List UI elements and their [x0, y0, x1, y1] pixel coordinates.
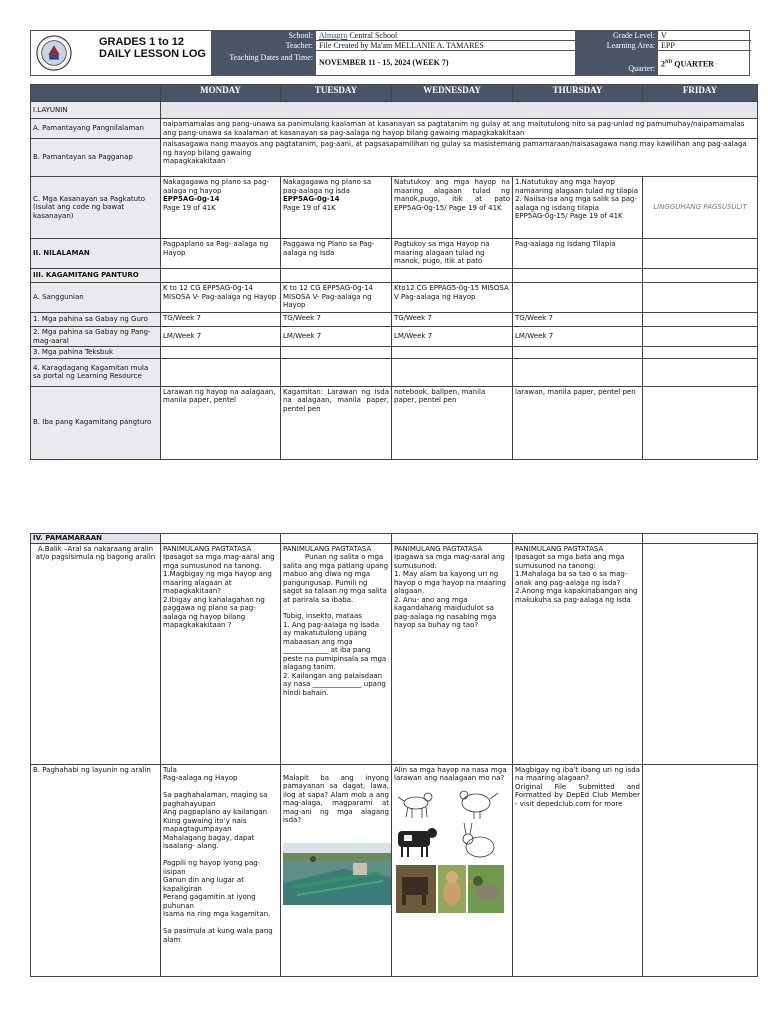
- paghahabi-monday: Tula Pag-aalaga ng Hayop Sa paghahalaman, maging sa paghahayupan Ang pagpaplano ay kailangan Kung gawaing ito’y nais mapagtagumpayan Mahalagang bagay, dapat isaalang- alang. Pagpili ng hayop iyong pag-iisipan Ganun din ang lugar at kapaligiran Perang gagamitin at iyong puhunan Isama na ring mga kagamitan. Sa pasimula at kung wala pang alam: [161, 764, 281, 976]
- paghahabi-friday: [643, 764, 758, 976]
- sanggunian-wednesday: Kto12 CG EPPAG5-0g-15 MISOSA V Pag-aalaga ng Hayop: [392, 283, 513, 313]
- title-line-1: GRADES 1 to 12: [99, 36, 184, 48]
- balik-wed-text: Ipagawa sa mga mag-aaral ang sumusunod: 1. May alam ba kayong uri ng hayop o mga hayop na maaring alagaan. 2. Anu- ano ang mga kagandahang maidudulot sa pag-aalaga ng nasabing mga hayop sa buhay ng tao?: [394, 553, 506, 629]
- title-line-2: DAILY LESSON LOG: [99, 48, 206, 60]
- balik-tue-text1: Punan ng salita o mga salita ang mga patlang upang mabuo ang diwa ng mga pangungusap. Pumili ng sagot sa talaan ng mga salita at parirala sa ibaba.: [283, 553, 389, 604]
- kasanayan-friday: LINGGUHANG PAGSUSULIT: [643, 177, 758, 239]
- sanggunian-friday: [643, 283, 758, 313]
- kasanayan-tue-code: EPP5AG-0g-14: [283, 195, 340, 203]
- sanggunian-label: A. Sanggunian: [31, 283, 161, 313]
- nilalaman-wednesday: Pagtukoy sa mga Hayop na maaring alagaan tulad ng manok, pugo, itik at pato: [392, 239, 513, 269]
- school-value: [316, 31, 576, 41]
- dates-value: NOVEMBER 11 - 15, 2024 (WEEK 7): [319, 58, 449, 67]
- balik-thu-text: Ipasagot sa mga bata ang mga sumusunod na tanong: 1.Mahalaga ba sa tao o sa mag-anak ang pag-aalaga ng isda? 2.Anong mga kapakinabangan ang makukuha sa pag-aalaga ng isda: [515, 553, 638, 604]
- iba-thursday: larawan, manila paper, pentel pen: [513, 386, 643, 459]
- lesson-table-top: [30, 84, 758, 460]
- balik-monday: [161, 543, 281, 764]
- balik-wednesday: [392, 543, 513, 764]
- layunin-spacer: [161, 102, 758, 119]
- row-sanggunian: [31, 283, 758, 313]
- nilalaman-monday: Pagpaplano sa Pag- aalaga ng Hayop: [161, 239, 281, 269]
- balik-wed-heading: PANIMULANG PAGTATASA: [394, 544, 483, 553]
- balik-mon-heading: PANIMULANG PAGTATASA: [163, 544, 252, 553]
- nilalaman-friday: [643, 239, 758, 269]
- pagganap-label: B. Pamantayan sa Pagganap: [31, 139, 161, 177]
- karagdagang-tue: [281, 358, 392, 386]
- meta-right: [575, 31, 751, 75]
- row-nilalaman: [31, 239, 758, 269]
- fish-pond-photo: [283, 843, 391, 905]
- iba-label: B. Iba pang Kagamitang pangturo: [31, 386, 161, 459]
- lesson-table-bottom: [30, 533, 758, 977]
- iba-monday: Larawan ng hayop na aalagaan, manila paper, pentel: [161, 386, 281, 459]
- pamamaraan-mon: [161, 534, 281, 544]
- sanggunian-thursday: [513, 283, 643, 313]
- row-paghahabi: [31, 764, 758, 976]
- kagamitan-fri: [643, 269, 758, 283]
- kagamitan-tue: [281, 269, 392, 283]
- paghahabi-tue-text: Malapit ba ang inyong pamayanan sa dagat, lawa, ilog at sapa? Alam mob a ang mag-alaga, magparami at mag-ani ng mga alagang isda?: [283, 773, 389, 824]
- kagamitan-thu: [513, 269, 643, 283]
- kasanayan-mon-page: Page 19 of 41K: [163, 203, 216, 212]
- day-tuesday: TUESDAY: [281, 85, 392, 102]
- pamamaraan-thu: [513, 534, 643, 544]
- day-friday: FRIDAY: [643, 85, 758, 102]
- area-value: EPP: [658, 41, 751, 51]
- kasanayan-monday: [161, 177, 281, 239]
- document-title: [99, 36, 206, 60]
- nilalaman-thursday: Pag-aalaga ng Isdang Tilapia: [513, 239, 643, 269]
- quarter-rest: QUARTER: [672, 59, 714, 69]
- karagdagang-wed: [392, 358, 513, 386]
- pagganap-text: naisasagawa nang maayos ang pagtatanim, pag-aani, at pagsasapamilihan ng gulay sa masistemang pamamaraan/naisasagawa nang may kawilihan ang pag-aalaga ng hayop bilang gawaing mapagkakakitaan: [161, 139, 758, 177]
- kagamitan-mon: [161, 269, 281, 283]
- balik-mon-text: Ipasagot sa mga mag-aaral ang mga sumusunod na tanong. 1.Magbigay ng mga hayop ang maaring alagaan at mapagkakitaan? 2.Ibigay ang kahalagahan ng paggawa ng plano sa pag-aalaga ng hayop bilang mapagkakakitaan ?: [163, 553, 275, 629]
- dll-header: [30, 30, 750, 76]
- kasanayan-tue-page: Page 19 of 41K: [283, 203, 336, 212]
- teacher-value: File Created by Ma'am MELLANIE A. TAMARES: [316, 41, 576, 51]
- balik-tue-heading: PANIMULANG PAGTATASA: [283, 544, 372, 553]
- teacher-label: Teacher:: [212, 41, 316, 51]
- balik-label: A.Balik –Aral sa nakaraang aralin at/o pagsisimula ng bagong aralin: [31, 543, 161, 764]
- pamantayang-text: naipamamalas ang pang-unawa sa panimulang kaalaman at kasanayan sa pagtatanim ng gulay at ang maitutulong nito sa pag-unlad ng pamumuhay/naipamamalas ang pang-unawa sa kaalaman at kasanayan sa pag-aalaga ng hayop bilang gawaing mapagkakakitaan: [161, 119, 758, 139]
- duck-photo: [468, 865, 504, 913]
- balik-tue-text2: Tubig, insekto, mataas 1. Ang pag-aalaga ng isada ay makatutulong upang mabaasan ang mga _____________ at iba pang peste na pumipinsala sa mga alagang tanim. 2. Kailangan ang palaisdaan ay nasa ______________ upang hindi bahain.: [283, 612, 387, 697]
- gabay-mag-fri: [643, 327, 758, 347]
- paghahabi-thursday: [513, 764, 643, 976]
- gabay-mag-label: 2. Mga pahina sa Gabay ng Pang-mag-aaral: [31, 327, 161, 347]
- kasanayan-thursday: 1.Natutukoy ang mga hayop namaaring alagaan tulad ng tilapia 2. Naiisa-isa ang mga salik sa pag-aalaga ng isdang tilapia EPP5AG-0g-15/ Page 19 of 41K: [513, 177, 643, 239]
- gabay-guro-tue: TG/Week 7: [281, 313, 392, 327]
- paghahabi-tuesday: [281, 764, 392, 976]
- gabay-mag-wed: LM/Week 7: [392, 327, 513, 347]
- row-gabay-guro: [31, 313, 758, 327]
- kagamitan-label: III. KAGAMITANG PANTURO: [31, 269, 161, 283]
- sanggunian-tuesday: K to 12 CG EPP5AG-0g-14 MISOSA V- Pag-aalaga ng Hayop: [281, 283, 392, 313]
- kasanayan-tuesday: [281, 177, 392, 239]
- balik-thu-heading: PANIMULANG PAGTATASA: [515, 544, 604, 553]
- teksbuk-wed: [392, 347, 513, 359]
- pamamaraan-tue: [281, 534, 392, 544]
- teksbuk-tue: [281, 347, 392, 359]
- gabay-mag-tue: LM/Week 7: [281, 327, 392, 347]
- teksbuk-fri: [643, 347, 758, 359]
- corner-cell: [31, 85, 161, 102]
- row-layunin: [31, 102, 758, 119]
- row-pamantayang: [31, 119, 758, 139]
- row-teksbuk: [31, 347, 758, 359]
- kasanayan-mon-code: EPP5AG-0g-14: [163, 195, 220, 203]
- quarter-number: 2: [661, 59, 665, 69]
- grade-label: Grade Level:: [576, 31, 658, 41]
- balik-thursday: [513, 543, 643, 764]
- day-header-row: [31, 85, 758, 102]
- teksbuk-label: 3. Mga pahina Teksbuk: [31, 347, 161, 359]
- row-kasanayan: [31, 177, 758, 239]
- teksbuk-thu: [513, 347, 643, 359]
- gabay-guro-wed: TG/Week 7: [392, 313, 513, 327]
- cat-photo: [438, 865, 466, 913]
- pamantayang-label: A. Pamantayang Pangnilalaman: [31, 119, 161, 139]
- day-thursday: THURSDAY: [513, 85, 643, 102]
- paghahabi-wed-text: Alin sa mga hayop na nasa mga larawan ang naalagaan mo na?: [394, 765, 507, 782]
- kagamitan-wed: [392, 269, 513, 283]
- karagdagang-fri: [643, 358, 758, 386]
- dates-label: Teaching Dates and Time:: [212, 51, 316, 75]
- row-pamamaraan: [31, 534, 758, 544]
- paghahabi-label: B. Paghahabi ng layunin ng aralin: [31, 764, 161, 976]
- sanggunian-monday: K to 12 CG EPP5AG-0g-14 MISOSA V- Pag-aalaga ng Hayop: [161, 283, 281, 313]
- balik-friday: [643, 543, 758, 764]
- gabay-guro-thu: TG/Week 7: [513, 313, 643, 327]
- day-wednesday: WEDNESDAY: [392, 85, 513, 102]
- farm-animals-collage: [394, 785, 506, 915]
- karagdagang-label: 4. Karagdagang Kagamitan mula sa portal ng Learning Resource: [31, 358, 161, 386]
- paghahabi-thu-text: Magbigay ng iba’t ibang uri ng isda na maaring alagaan? Original File Submitted and Formatted by DepEd Club Member - visit depedclub.com for more: [515, 765, 640, 808]
- pamamaraan-wed: [392, 534, 513, 544]
- kasanayan-label: C. Mga Kasanayan sa Pagkatuto (Isulat ang code ng bawat kasanayan): [31, 177, 161, 239]
- deped-seal-logo: [35, 34, 73, 72]
- row-iba-pang: [31, 386, 758, 459]
- quarter-value: [658, 51, 751, 75]
- gabay-guro-mon: TG/Week 7: [161, 313, 281, 327]
- layunin-label: I.LAYUNIN: [31, 102, 161, 119]
- school-label: School:: [212, 31, 316, 41]
- pamamaraan-fri: [643, 534, 758, 544]
- paghahabi-wednesday: [392, 764, 513, 976]
- iba-wednesday: notebook, ballpen, manila paper, pentel pen: [392, 386, 513, 459]
- iba-friday: [643, 386, 758, 459]
- karagdagang-thu: [513, 358, 643, 386]
- balik-tuesday: [281, 543, 392, 764]
- day-monday: MONDAY: [161, 85, 281, 102]
- row-gabay-mag-aaral: [31, 327, 758, 347]
- school-rest: Central School: [347, 31, 398, 40]
- teksbuk-mon: [161, 347, 281, 359]
- grade-value: V: [658, 31, 751, 41]
- nilalaman-tuesday: Paggawa ng Plano sa Pag-aalaga ng Isda: [281, 239, 392, 269]
- gabay-guro-fri: [643, 313, 758, 327]
- meta-left: [211, 31, 576, 75]
- karagdagang-mon: [161, 358, 281, 386]
- area-label: Learning Area:: [576, 41, 658, 51]
- row-pagganap: [31, 139, 758, 177]
- nilalaman-label: II. NILALAMAN: [31, 239, 161, 269]
- kasanayan-wednesday: Natutukoy ang mga hayop na maaring alagaan tulad ng manok,pugo, itik at pato EPP5AG-0g-15/ Page 19 of 41K: [392, 177, 513, 239]
- gabay-guro-label: 1. Mga pahina sa Gabay ng Guro: [31, 313, 161, 327]
- quarter-label: Quarter:: [576, 51, 658, 75]
- iba-tuesday: Kagamitan: Larawan ng isda na aalagaan, manila paper, pentel pen: [281, 386, 392, 459]
- cattle-photo: [396, 865, 436, 913]
- school-link[interactable]: Almagro: [319, 31, 348, 40]
- kasanayan-tue-text: Nakagagawa ng plano sa pag-aalaga ng isda: [283, 178, 372, 195]
- row-karagdagang: [31, 358, 758, 386]
- gabay-mag-thu: LM/Week 7: [513, 327, 643, 347]
- quarter-suffix: ND: [665, 60, 673, 65]
- gabay-mag-mon: LM/Week 7: [161, 327, 281, 347]
- kasanayan-mon-text: Nakagagawa ng plano sa pag-aalaga ng hayop: [163, 178, 270, 195]
- pamamaraan-label: IV. PAMAMARAAN: [31, 534, 161, 544]
- row-balik-aral: [31, 543, 758, 764]
- row-kagamitan: [31, 269, 758, 283]
